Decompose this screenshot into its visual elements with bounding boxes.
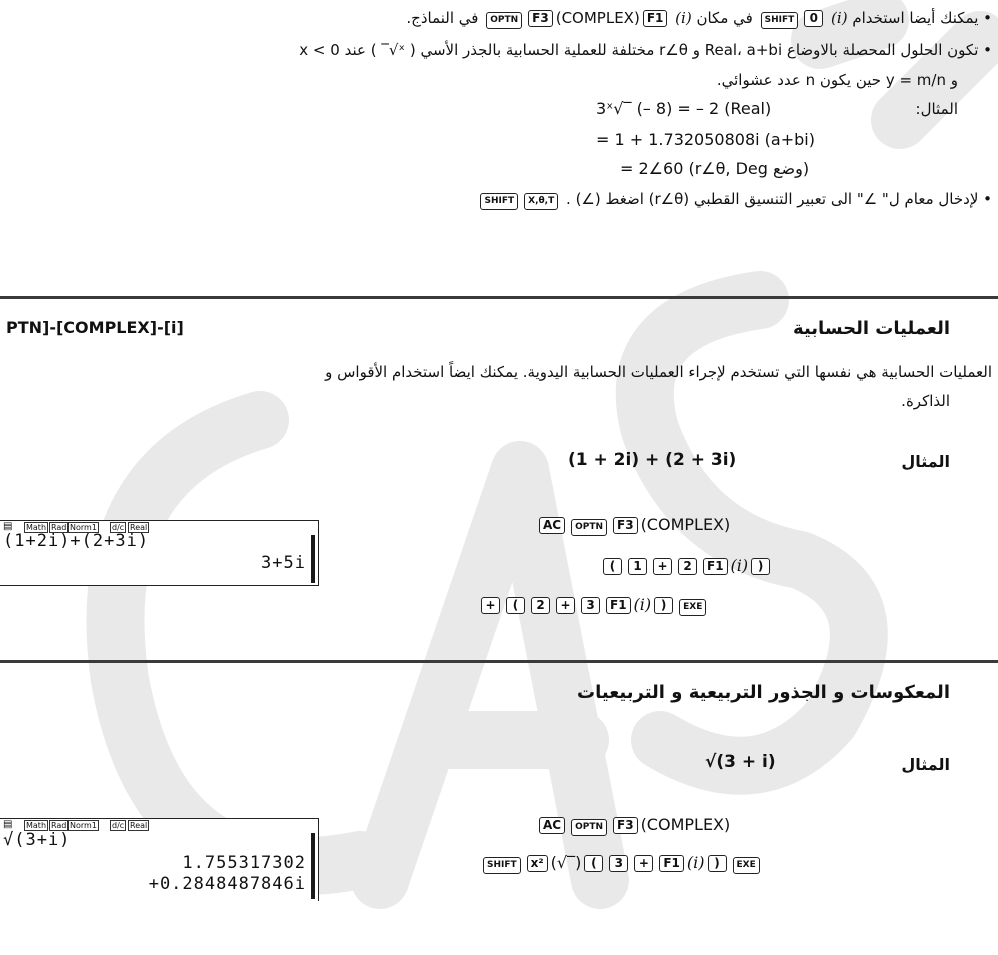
note-example-line-2: = 1 + 1.732050808i (a+bi) <box>596 130 815 149</box>
key-lparen: ( <box>506 597 525 614</box>
key-2: 2 <box>531 597 550 614</box>
section-1-example-expr: (1 + 2i) + (2 + 3i) <box>568 450 737 470</box>
key-lparen: ( <box>603 558 622 575</box>
key-f1: F1 <box>643 10 668 27</box>
key-f1: F1 <box>659 855 684 872</box>
note-bullet-2-line-1: • تكون الحلول المحصلة بالاوضاع Real، a+bi و r∠θ مختلفة للعملية الحسابية بالجذر الأسي ( ˣ√‾ ) عند x < 0 <box>299 41 992 59</box>
section-2-title: المعكوسات و الجذور التربيعية و التربيعيات <box>577 682 950 703</box>
key-shift: SHIFT <box>483 857 521 874</box>
status-norm: Norm1 <box>70 821 97 830</box>
calculator-screen-1 <box>0 520 319 586</box>
status-math: Math <box>26 821 47 830</box>
key-shift: SHIFT <box>480 193 518 210</box>
key-f1: F1 <box>703 558 728 575</box>
key-x-squared: x² <box>527 855 548 872</box>
i-label: (i) <box>633 595 652 614</box>
i-label: (i) <box>730 556 749 575</box>
note-example-label: المثال: <box>915 100 958 118</box>
section-1-keys-line-1 <box>536 515 730 536</box>
status-real: Real <box>130 821 148 830</box>
section-2-example-label: المثال <box>901 755 950 774</box>
note-bullet-1: • يمكنك أيضا استخدام (i) SHIFT 0 في مكان (i) OPTN F3 (COMPLEX) F1 في النماذج. <box>406 9 992 27</box>
clipboard-icon: ▤ <box>3 521 13 532</box>
section-2-example-expr: √(3 + i) <box>705 752 776 772</box>
section-1-desc-line-2: الذاكرة. <box>901 392 950 410</box>
section-1-menu-tag: PTN]-[COMPLEX]-[i] <box>6 318 184 337</box>
note-bullet-3: • لإدخال معام ل" ∠" الى تعبير التنسيق القطبي (r∠θ) اضغط (∠) SHIFT X,θ,T . <box>477 190 992 210</box>
section-2-keys-line-2 <box>480 853 763 874</box>
complex-label: (COMPLEX) <box>555 9 640 27</box>
key-shift: SHIFT <box>761 12 799 29</box>
screen-scrollbar <box>311 535 315 583</box>
key-exe: EXE <box>733 857 760 874</box>
key-1: 1 <box>628 558 647 575</box>
key-plus: + <box>634 855 653 872</box>
section-2-keys-line-1 <box>536 815 730 836</box>
status-real: Real <box>130 523 148 532</box>
key-optn: OPTN <box>486 12 522 29</box>
clipboard-icon: ▤ <box>3 819 13 830</box>
section-1-keys-line-3 <box>478 595 709 616</box>
note-example-expr: 3ˣ√‾ (– 8) = – 2 (Real) <box>596 99 772 118</box>
key-plus: + <box>556 597 575 614</box>
screen-input: (1+2i)+(2+3i) <box>3 531 150 551</box>
note-bullet-1-mid: في مكان <box>696 9 753 27</box>
screen-result-line-2: +0.2848487846i <box>148 874 306 894</box>
key-plus: + <box>653 558 672 575</box>
status-rad: Rad <box>51 523 67 532</box>
status-dc: d/c <box>112 821 125 830</box>
key-f3: F3 <box>613 517 638 534</box>
section-1-keys-line-2 <box>600 556 773 575</box>
screen-scrollbar <box>311 833 315 899</box>
key-ac: AC <box>539 817 565 834</box>
key-f3: F3 <box>613 817 638 834</box>
note-bullet-1-pre: يمكنك أيضا استخدام <box>852 9 979 27</box>
status-norm: Norm1 <box>70 523 97 532</box>
key-plus: + <box>481 597 500 614</box>
status-dc: d/c <box>112 523 125 532</box>
key-3: 3 <box>609 855 628 872</box>
key-f3: F3 <box>528 10 553 27</box>
status-math: Math <box>26 523 47 532</box>
key-rparen: ) <box>708 855 727 872</box>
status-rad: Rad <box>51 821 67 830</box>
key-3: 3 <box>581 597 600 614</box>
key-lparen: ( <box>584 855 603 872</box>
note-bullet-1-i: (i) <box>831 9 848 27</box>
complex-label: (COMPLEX) <box>640 815 731 834</box>
section-1-title: العمليات الحسابية <box>793 318 950 339</box>
key-optn: OPTN <box>571 519 607 536</box>
key-rparen: ) <box>654 597 673 614</box>
section-divider-1 <box>0 296 998 299</box>
key-rparen: ) <box>751 558 770 575</box>
screen-result: 3+5i <box>261 553 306 573</box>
section-1-desc-line-1: العمليات الحسابية هي نفسها التي تستخدم لإجراء العمليات الحسابية اليدوية. يمكنك ايضاً استخدام الأقواس و <box>325 363 992 381</box>
sqrt-label: (√‾) <box>550 853 582 872</box>
key-x-theta-t: X,θ,T <box>524 193 558 210</box>
screen-input: √(3+i) <box>3 830 71 850</box>
note-bullet-1-i2: (i) <box>675 9 692 27</box>
key-2: 2 <box>678 558 697 575</box>
section-1-example-label: المثال <box>901 452 950 471</box>
section-divider-2 <box>0 660 998 663</box>
note-bullet-1-post: في النماذج. <box>406 9 479 27</box>
key-f1: F1 <box>606 597 631 614</box>
note-bullet-2-line-2: و y = m/n حين يكون n عدد عشوائي. <box>716 71 958 89</box>
note-example-line-3: = 2∠60 (r∠θ, Deg وضع) <box>620 159 810 178</box>
complex-label: (COMPLEX) <box>640 515 731 534</box>
key-ac: AC <box>539 517 565 534</box>
key-optn: OPTN <box>571 819 607 836</box>
calculator-screen-2 <box>0 818 319 901</box>
screen-result-line-1: 1.755317302 <box>182 853 306 873</box>
i-label: (i) <box>686 853 705 872</box>
key-exe: EXE <box>679 599 706 616</box>
key-0: 0 <box>804 10 823 27</box>
